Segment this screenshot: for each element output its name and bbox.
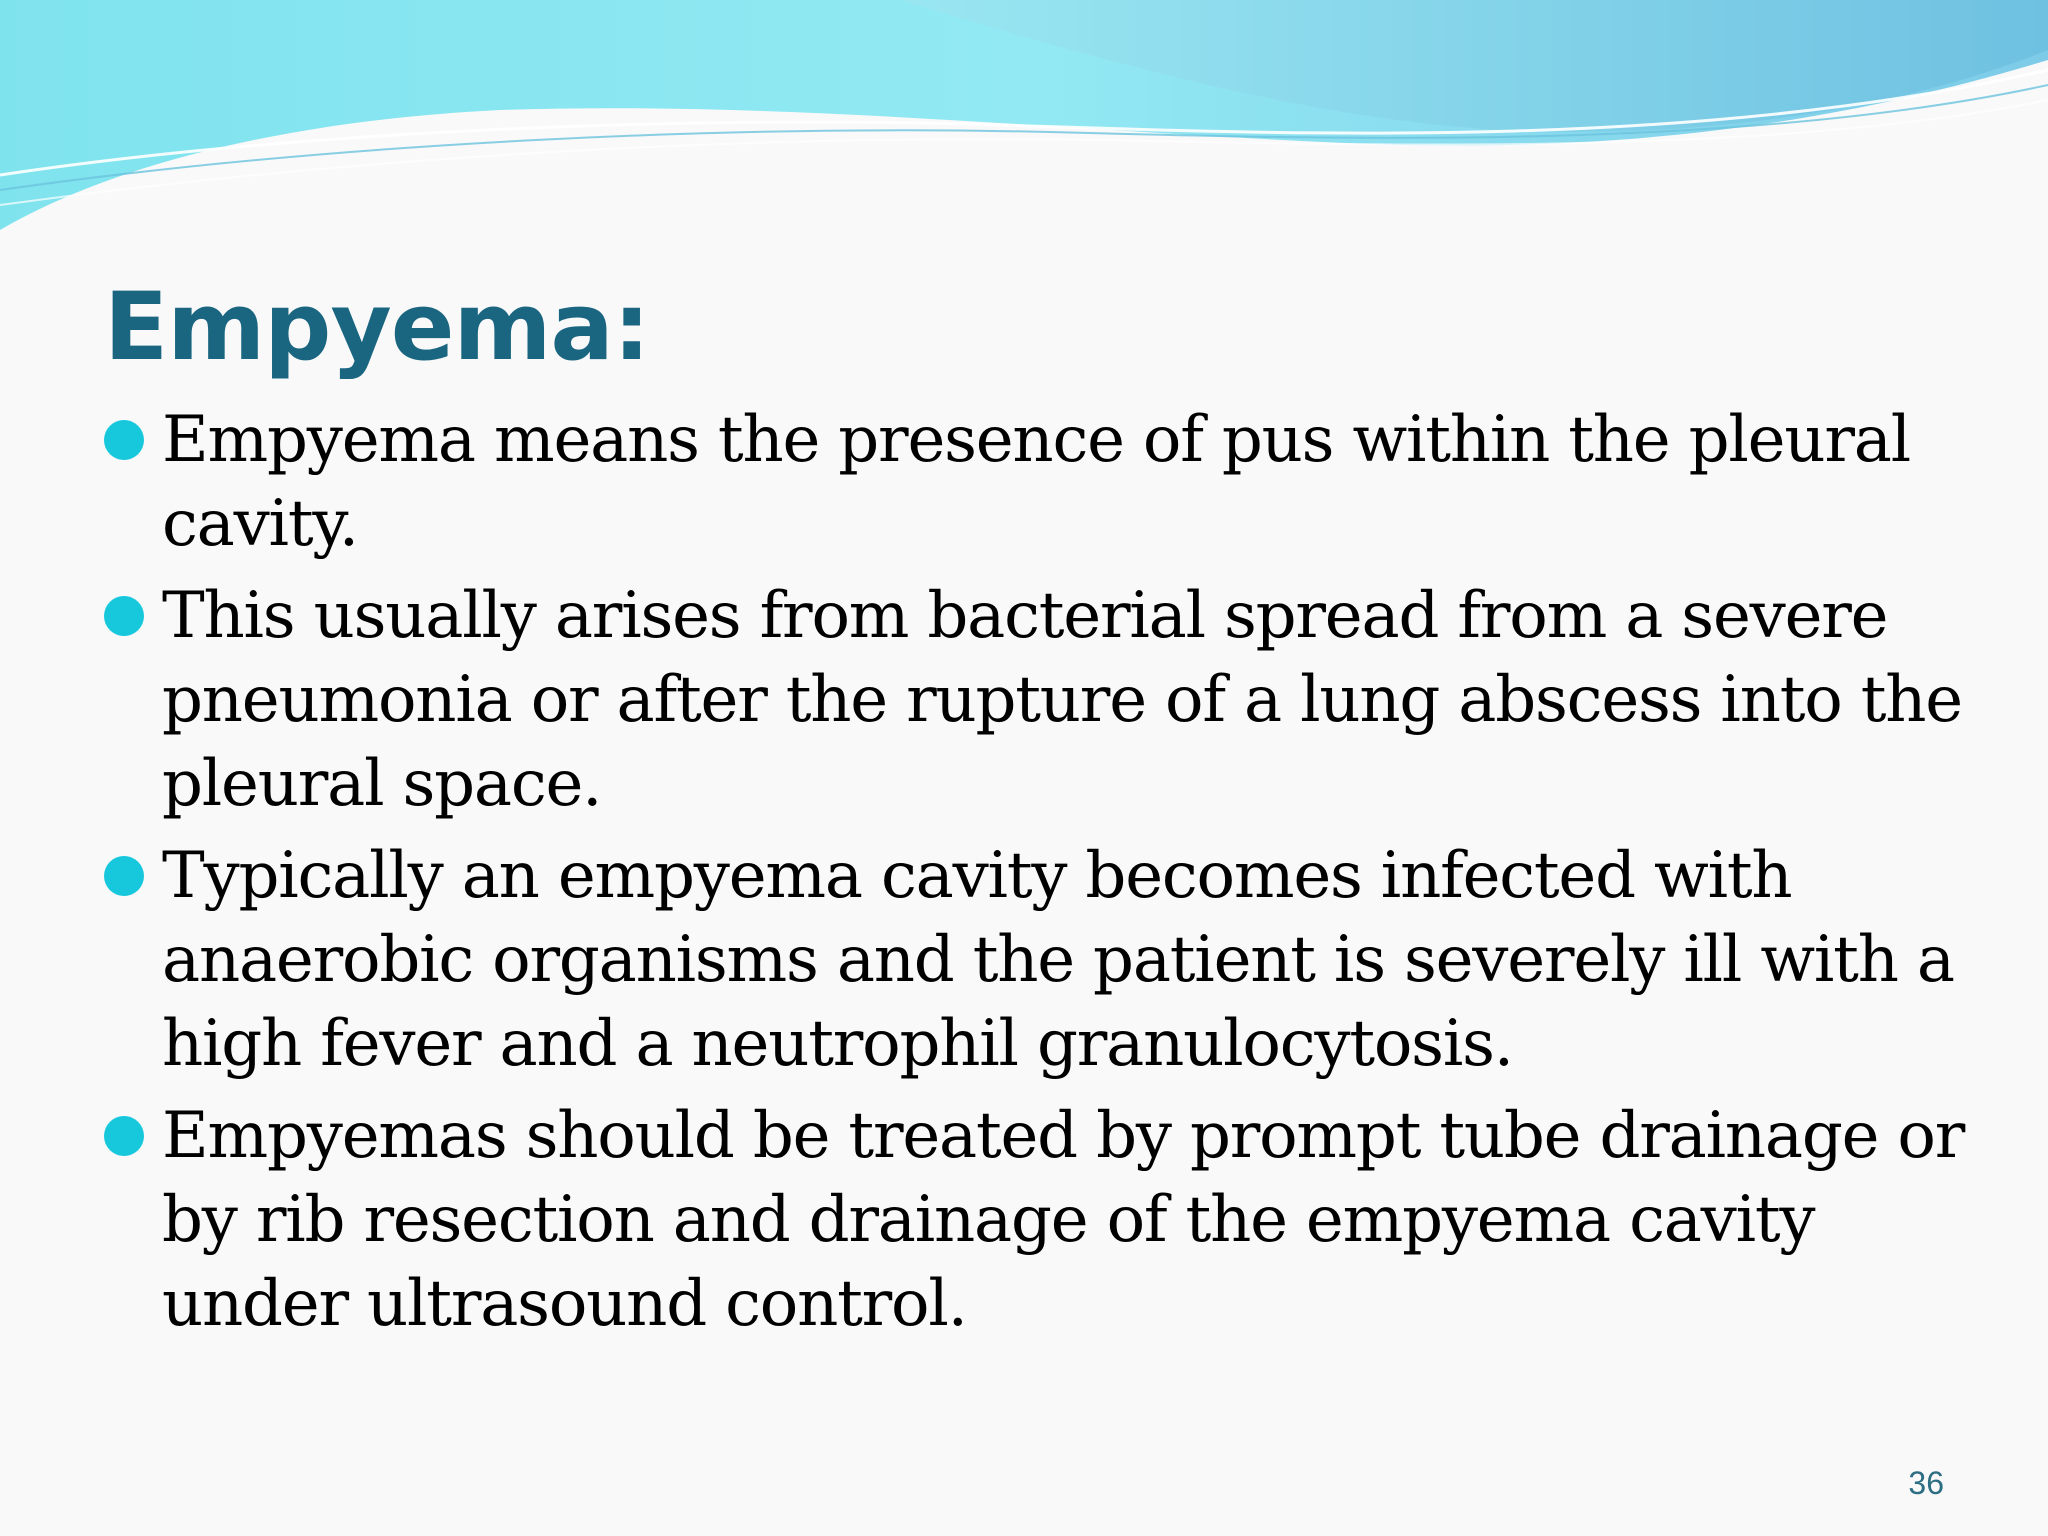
bullet-item [104,834,1984,1086]
bullet-text: Typically an empyema cavity becomes infected with anaerobic organisms and the patient is severely ill with a high fever and a neutrophil granulocytosis. [162,839,1954,1081]
bullet-icon [104,596,144,636]
header-wave-decoration [0,0,2048,240]
bullet-item [104,574,1984,826]
bullet-icon [104,856,144,896]
slide-title: Empyema: [104,273,650,382]
bullet-icon [104,420,144,460]
bullet-icon [104,1116,144,1156]
page-number: 36 [1908,1465,1944,1501]
bullet-item [104,1094,1984,1346]
bullet-text: This usually arises from bacterial spread from a severe pneumonia or after the rupture of a lung abscess into the pleural space. [162,579,1962,821]
bullet-text: Empyema means the presence of pus within the pleural cavity. [162,403,1910,561]
bullet-text: Empyemas should be treated by prompt tube drainage or by rib resection and drainage of the empyema cavity under ultrasound control. [162,1099,1965,1341]
bullet-item [104,398,1984,566]
bullet-list [104,398,1984,1354]
